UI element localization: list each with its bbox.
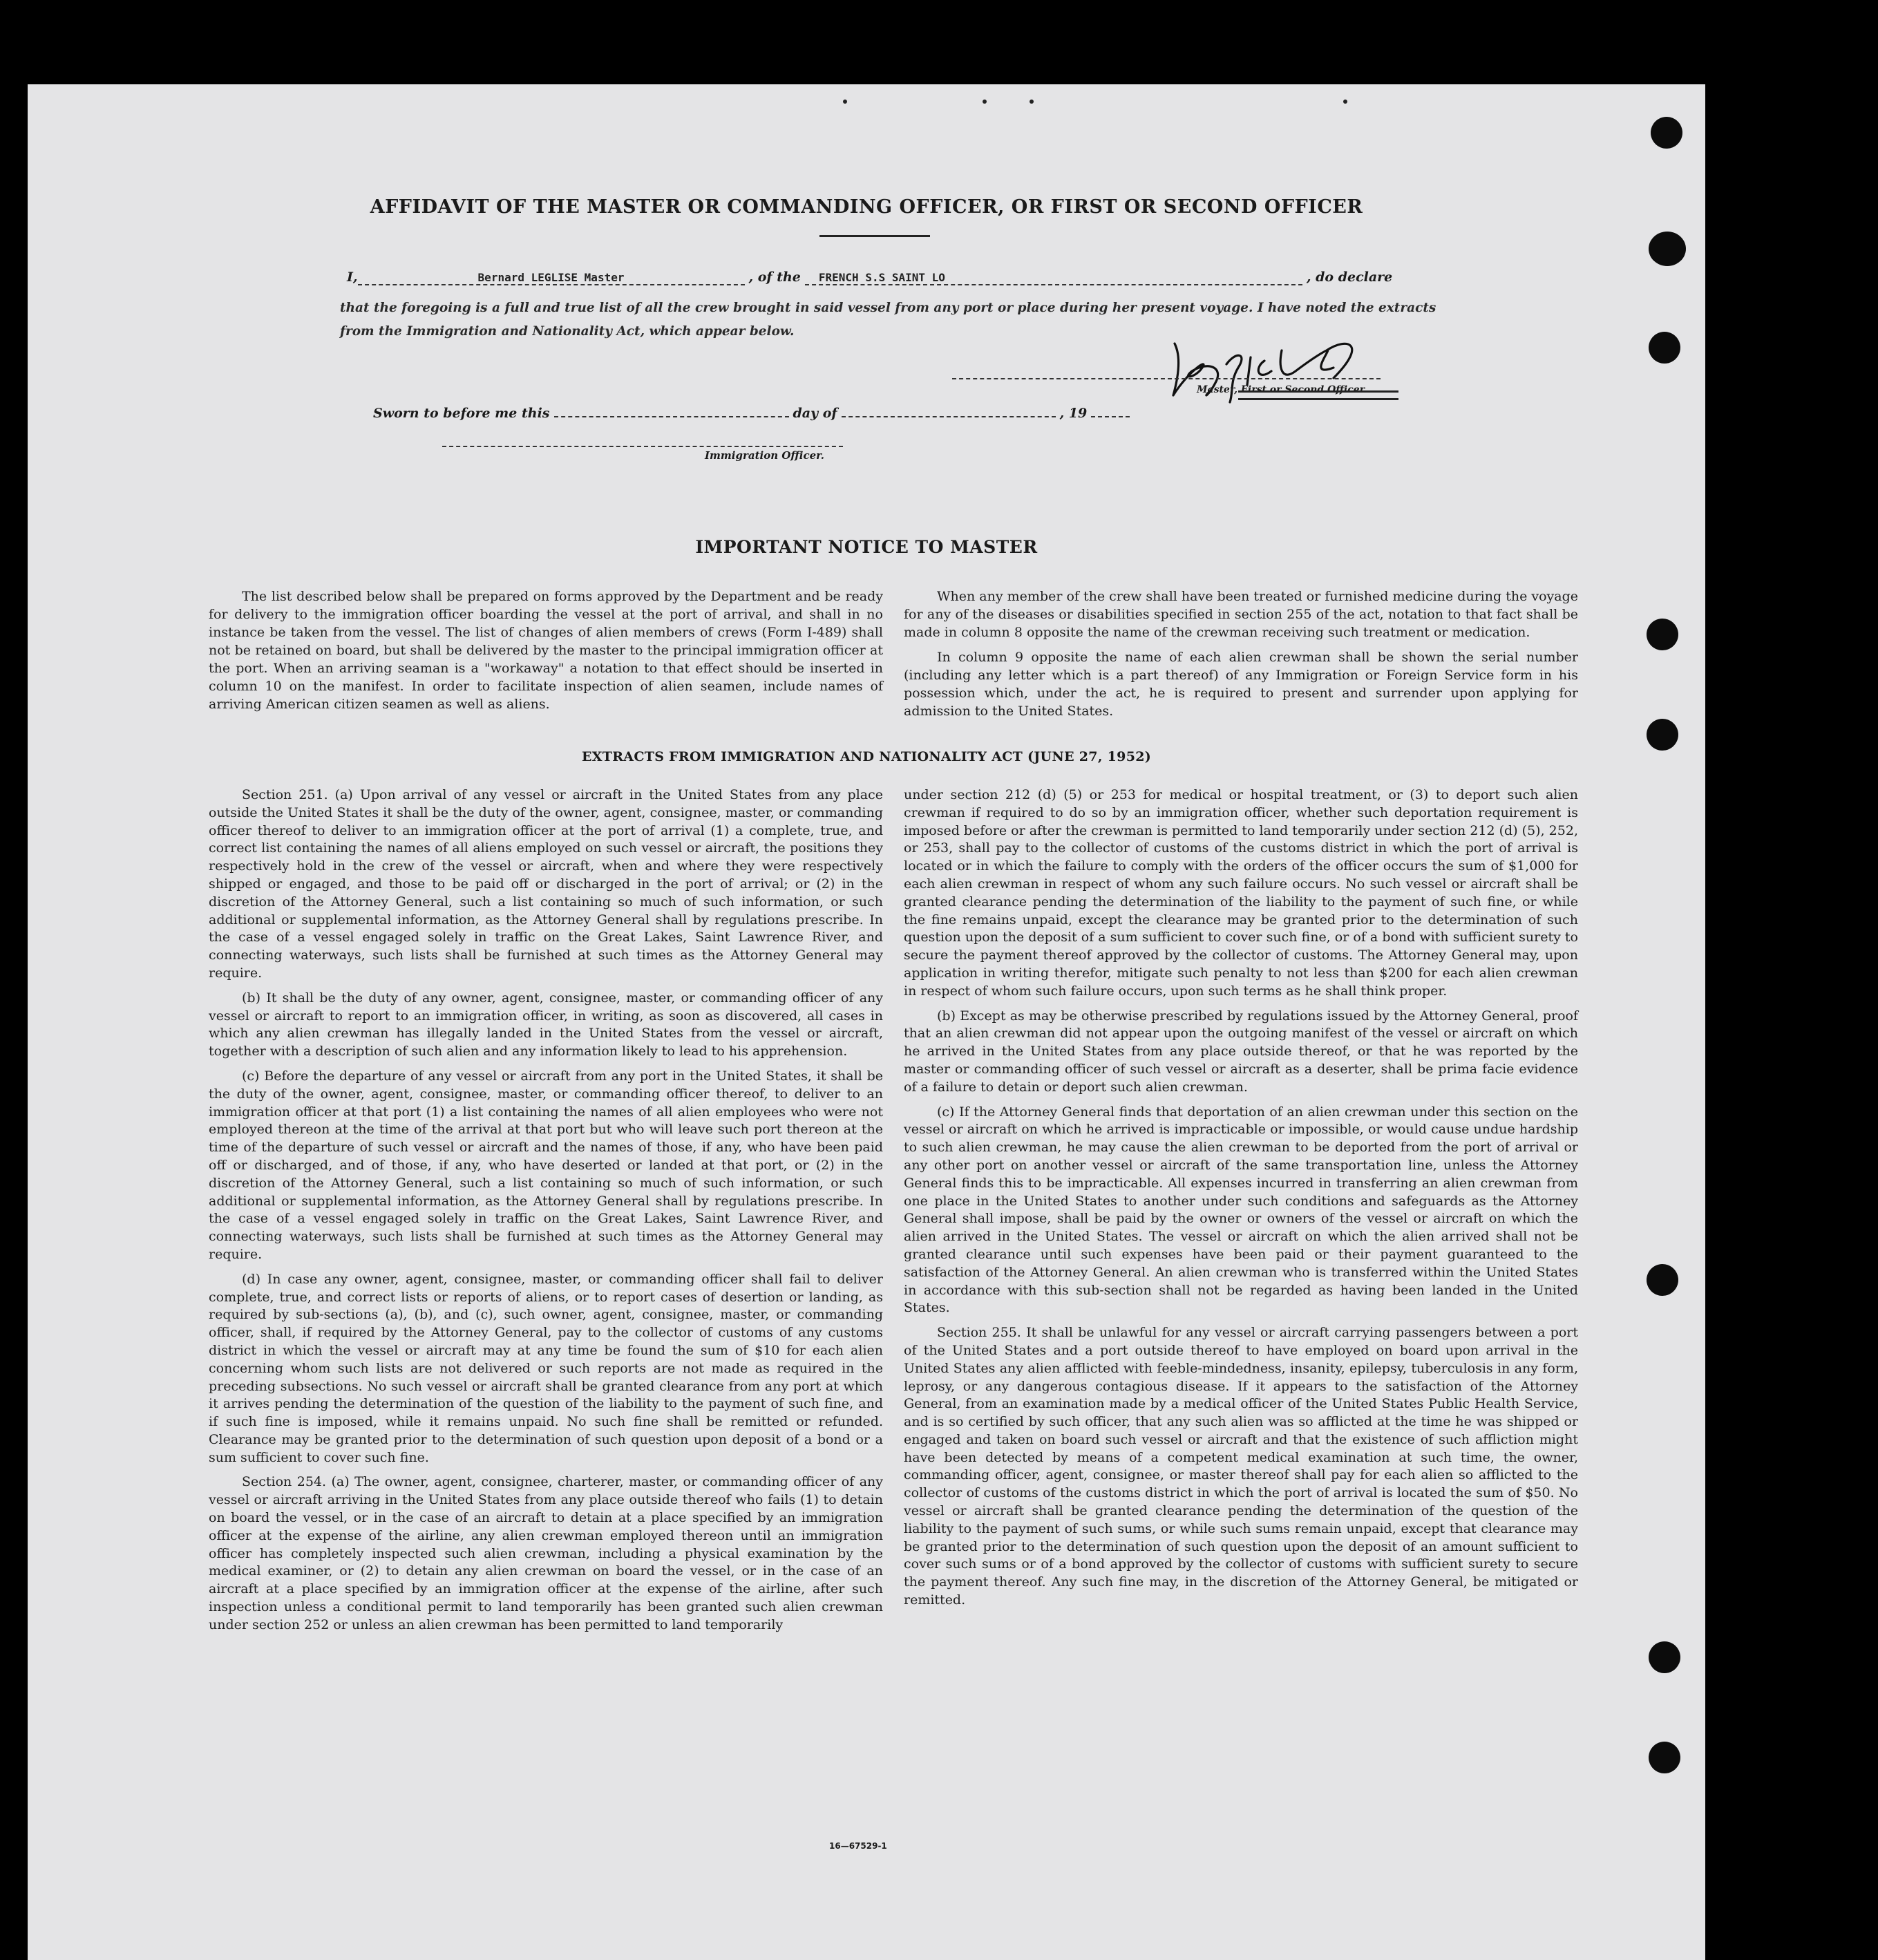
sworn-line bbox=[373, 404, 1130, 421]
immigration-officer-label: Immigration Officer. bbox=[705, 449, 824, 462]
binder-hole bbox=[1647, 619, 1678, 650]
signature-label: Master, First or Second Officer. bbox=[1197, 384, 1367, 395]
notice-paragraph: The list described below shall be prepared on forms approved by the Department and be ready for delivery to the immigration officer boarding the vessel at the port of arrival, and shall in no instance be taken from the vessel. The list of changes of alien members of crews (Form I-489) shall not be retained on board, but shall be delivered by the master to the principal immigration officer at the port. When an arriving seaman is a "workaway" a notation to that effect should be inserted in column 10 on the manifest. In order to facilitate inspection of alien seamen, include names of arriving American citizen seamen as well as aliens. bbox=[209, 589, 883, 712]
section-251c: (c) Before the departure of any vessel or aircraft from any port in the United States, it shall be the duty of the owner, agent, consignee, master, or commanding officer thereof, to deliver to an immigration officer at that port (1) a list containing the names of all alien employees who were not employed thereon at the time of the arrival at that port but who will leave such port thereon at the time of the departure of such vessel or aircraft and the names of those, if any, who have been paid off or discharged, and of those, if any, who have deserted or landed at that port, or (2) in the discretion of the Attorney General, such a list containing so much of such information, or such additional or supplemental information, as the Attorney General shall by regulations prescribe. In the case of a vessel engaged solely in traffic on the Great Lakes, Saint Lawrence River, and connecting waterways, such lists shall be furnished at such times as the Attorney General may require. bbox=[209, 1068, 883, 1262]
extracts-left-column bbox=[209, 786, 883, 1641]
binder-hole bbox=[1647, 1264, 1678, 1296]
section-251a: Section 251. (a) Upon arrival of any vessel or aircraft in the United States from any place outside the United States it shall be the duty of the owner, agent, consignee, master, or commanding officer thereof to deliver to an immigration officer at the port of arrival (1) a complete, true, and correct list containing the names of all aliens employed on such vessel or aircraft, the positions they respectively hold in the crew of the vessel or aircraft, when and where they were respectively shipped or engaged, and those to be paid off or discharged in the port of arrival; or (2) in the discretion of the Attorney General, such a list containing so much of such information, or such additional or supplemental information, as the Attorney General shall by regulations prescribe. In the case of a vessel engaged solely in traffic on the Great Lakes, Saint Lawrence River, and connecting waterways, such lists shall be furnished at such times as the Attorney General may require. bbox=[209, 787, 883, 981]
section-254b: (b) Except as may be otherwise prescribed by regulations issued by the Attorney General, proof that an alien crewman did not appear upon the outgoing manifest of the vessel or aircraft on which he arrived in the United States from any place outside thereof, or that he was reported by the master or commanding officer of such vessel or aircraft as a deserter, shall be prima facie evidence of a failure to detain or deport such alien crewman. bbox=[904, 1008, 1578, 1095]
binder-hole bbox=[1649, 332, 1680, 364]
notice-paragraph: When any member of the crew shall have been treated or furnished medicine during the voyage for any of the diseases or disabilities specified in section 255 of the act, notation to that fact shall be made in column 8 opposite the name of the crewman receiving such treatment or medication. bbox=[904, 589, 1578, 640]
binder-hole bbox=[1647, 719, 1678, 751]
immigration-officer-line bbox=[442, 446, 843, 447]
section-251d: (d) In case any owner, agent, consignee, master, or commanding officer shall fail to deliver complete, true, and correct lists or reports of aliens, or to report cases of desertion or landing, as required by sub-sections (a), (b), and (c), such owner, agent, consignee, master, or commanding officer, shall, if required by the Attorney General, pay to the collector of customs of any customs district in which the vessel or aircraft may at any time be found the sum of $10 for each alien concerning whom such lists are not delivered or such reports are not made as required in the preceding subsections. No such vessel or aircraft shall be granted clearance from any port at which it arrives pending the determination of the question of the liability to the payment of such fine, and if such fine is imposed, while it remains unpaid. No such fine shall be remitted or refunded. Clearance may be granted prior to the determination of such question upon deposit of a bond or a sum sufficient to cover such fine. bbox=[209, 1271, 883, 1465]
notice-right-column bbox=[904, 587, 1578, 727]
notice-left-column bbox=[209, 587, 883, 720]
signature-strikeout bbox=[1238, 390, 1398, 400]
signature-line bbox=[952, 378, 1381, 379]
notice-paragraph: In column 9 opposite the name of each alien crewman shall be shown the serial number (including any letter which is a part thereof) of any Immigration or Foreign Service form in his possession which, under the act, he is required to present and surrender upon applying for admission to the United States. bbox=[904, 650, 1578, 719]
extracts-right-column bbox=[904, 786, 1578, 1617]
form-number: 16—67529-1 bbox=[829, 1841, 887, 1851]
section-254a: Section 254. (a) The owner, agent, consignee, charterer, master, or commanding officer of any vessel or aircraft arriving in the United States from any place outside thereof who fails (1) to detain on board the vessel, or in the case of an aircraft to detain at a place specified by an immigration officer at the expense of the airline, any alien crewman employed thereon until an immigration officer has completely inspected such alien crewman, including a physical examination by the medical examiner, or (2) to detain any alien crewman on board the vessel, or in the case of an aircraft at a place specified by an immigration officer at the expense of the airline, after such inspection unless a conditional permit to land temporarily has been granted such alien crewman under section 252 or unless an alien crewman has been permitted to land temporarily bbox=[209, 1474, 883, 1632]
binder-hole bbox=[1651, 117, 1682, 149]
affidavit-declaration-line bbox=[347, 270, 1452, 285]
of-the-label: , of the bbox=[748, 270, 801, 285]
extracts-heading: EXTRACTS FROM IMMIGRATION AND NATIONALITY ACT (JUNE 27, 1952) bbox=[581, 749, 1152, 764]
section-255: Section 255. It shall be unlawful for any vessel or aircraft carrying passengers between a port of the United States and a port outside thereof to have employed on board upon arrival in the United States any alien afflicted with feeble-mindedness, insanity, epilepsy, tuberculosis in any form, leprosy, or any dangerous contagious disease. If it appears to the satisfaction of the Attorney General, from an examination made by a medical officer of the United States Public Health Service, and is so certified by such officer, that any such alien was so afflicted at the time he was shipped or engaged and taken on board such vessel or aircraft and that the existence of such affliction might have been detected by means of a competent medical examination at such time, the owner, commanding officer, agent, consignee, or master thereof shall pay for each alien so afflicted to the collector of customs of the customs district in which the port of arrival is located the sum of $50. No vessel or aircraft shall be granted clearance pending the determination of the question of the liability to the payment of such sums, or while such sums remain unpaid, except that clearance may be granted prior to the determination of such question upon the deposit of an amount sufficient to cover such sums or of a bond approved by the collector of customs with sufficient surety to secure the payment thereof. Any such fine may, in the discretion of the Attorney General, be mitigated or remitted. bbox=[904, 1325, 1578, 1608]
do-declare-label: , do declare bbox=[1306, 270, 1393, 285]
title-divider bbox=[819, 235, 930, 237]
page-title: AFFIDAVIT OF THE MASTER OR COMMANDING OFFICER, OR FIRST OR SECOND OFFICER bbox=[370, 196, 1363, 218]
section-251b: (b) It shall be the duty of any owner, agent, consignee, master, or commanding officer of any vessel or aircraft to report to an immigration officer, in writing, as soon as discovered, all cases in which any alien crewman has illegally landed in the United States from the vessel or aircraft, together with a description of such alien and any information likely to lead to his apprehension. bbox=[209, 990, 883, 1059]
section-254a-continued: under section 212 (d) (5) or 253 for medical or hospital treatment, or (3) to deport such alien crewman if required to do so by an immigration officer, whether such deportation requirement is imposed before or after the crewman is permitted to land temporarily under section 212 (d) (5), 252, or 253, shall pay to the collector of customs of the customs district in which the port of arrival is located or in which the failure to comply with the orders of the officer occurs the sum of $1,000 for each alien crewman in respect of whom any such failure occurs. No such vessel or aircraft shall be granted clearance pending the determination of the liability to the payment of such fine, or while the fine remains unpaid, except the clearance may be granted prior to the determination of such question upon the deposit of a sum sufficient to cover such fine, or of a bond with sufficient surety to secure the payment thereof approved by the collector of customs. The Attorney General may, upon application in writing therefor, mitigate such penalty to not less than $200 for each alien crewman in respect of whom such failure occurs, upon such terms as he shall think proper. bbox=[904, 787, 1578, 999]
master-signature bbox=[1161, 330, 1382, 413]
notice-heading: IMPORTANT NOTICE TO MASTER bbox=[695, 537, 1038, 557]
affidavit-statement: that the foregoing is a full and true list of all the crew brought in said vessel from any port or place during her present voyage. I have noted the extracts from the Immigration and Nationality Act, which appear below. bbox=[340, 301, 1436, 339]
day-of-label: day of bbox=[793, 406, 837, 421]
sworn-label: Sworn to before me this bbox=[373, 406, 550, 421]
affidavit-i-label: I, bbox=[347, 270, 358, 285]
document-page bbox=[28, 84, 1705, 1960]
section-254c: (c) If the Attorney General finds that deportation of an alien crewman under this section on the vessel or aircraft on which he arrived is impracticable or impossible, or would cause undue hardship to such alien crewman, he may cause the alien crewman to be deported from the port of arrival or any other port on another vessel or aircraft of the same transportation line, unless the Attorney General finds this to be impracticable. All expenses incurred in transferring an alien crewman from one place in the United States to another under such conditions and safeguards as the Attorney General shall impose, shall be paid by the owner or owners of the vessel or aircraft on which the alien arrived in the United States. The vessel or aircraft on which the alien arrived shall not be granted clearance until such expenses have been paid or their payment guaranteed to the satisfaction of the Attorney General. An alien crewman who is transferred within the United States in accordance with this sub-section shall not be regarded as having been landed in the United States. bbox=[904, 1104, 1578, 1316]
year-label: , 19 bbox=[1059, 406, 1088, 421]
binder-hole bbox=[1649, 1641, 1680, 1673]
master-name-field: Bernard LEGLISE Master bbox=[358, 271, 745, 285]
binder-hole bbox=[1649, 232, 1686, 266]
vessel-name-field: FRENCH S.S SAINT LO bbox=[805, 271, 1302, 285]
binder-hole bbox=[1649, 1742, 1680, 1773]
